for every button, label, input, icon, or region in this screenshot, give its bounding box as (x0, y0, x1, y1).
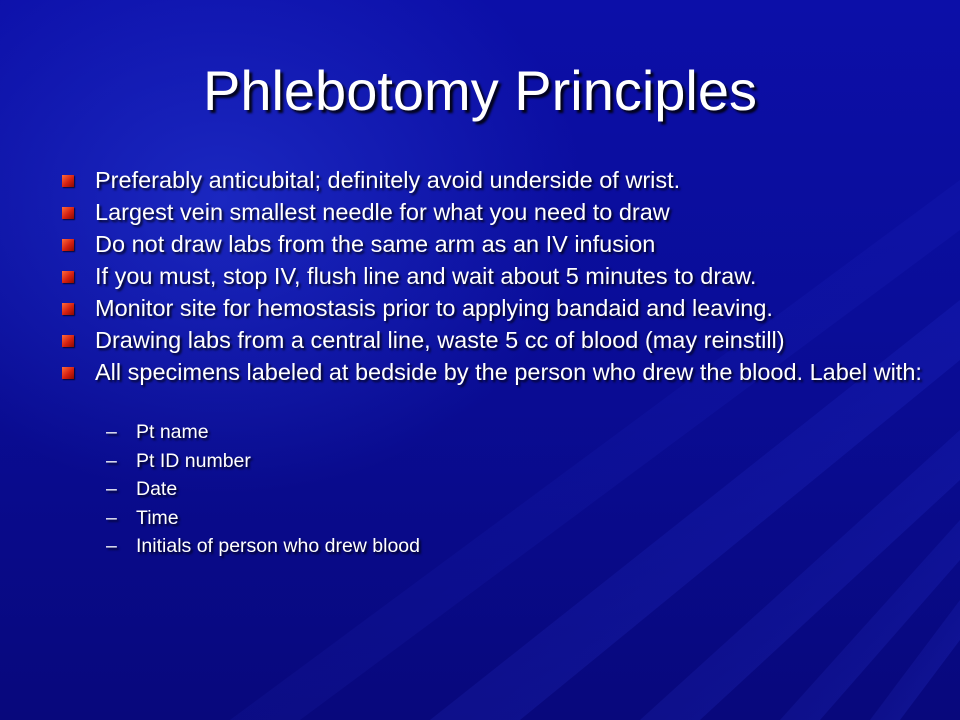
bullet-item (62, 327, 932, 353)
dash-marker: – (106, 421, 117, 443)
bullet-text: If you must, stop IV, flush line and wait about 5 minutes to draw. (95, 263, 757, 289)
sub-item-text: Initials of person who drew blood (136, 535, 420, 558)
bullet-list (62, 167, 932, 394)
dash-marker: – (106, 506, 117, 529)
bullet-square-icon (62, 303, 74, 315)
sub-item-text: Pt ID number (136, 449, 251, 472)
bullet-item (62, 263, 932, 289)
bullet-text: Do not draw labs from the same arm as an IV infusion (95, 231, 656, 257)
bullet-item (62, 231, 932, 257)
sub-item (106, 479, 420, 499)
bullet-square-icon (62, 271, 74, 283)
bullet-square-icon (62, 367, 74, 379)
bullet-square-icon (62, 175, 74, 187)
slide-title: Phlebotomy Principles (202, 59, 758, 122)
bullet-square-icon (62, 207, 74, 219)
bullet-text: Monitor site for hemostasis prior to applying bandaid and leaving. (95, 295, 773, 321)
bullet-item (62, 167, 932, 193)
sub-item-text: Date (136, 478, 178, 501)
bullet-item (62, 295, 932, 321)
bullet-text: Preferably anticubital; definitely avoid underside of wrist. (95, 167, 681, 193)
bullet-text: Drawing labs from a central line, waste 5 cc of blood (may reinstill) (95, 327, 785, 353)
bullet-square-icon (62, 239, 74, 251)
bullet-text: All specimens labeled at bedside by the person who drew the blood. Label with: (95, 359, 922, 385)
sub-bullet-list (106, 422, 420, 565)
sub-item (106, 451, 420, 471)
sub-item (106, 536, 420, 556)
bullet-item (62, 199, 932, 225)
dash-marker: – (106, 535, 117, 558)
dash-marker: – (106, 478, 117, 501)
bullet-item (62, 359, 932, 385)
dash-marker: – (106, 449, 117, 472)
sub-item-text: Pt name (136, 421, 209, 443)
sub-item (106, 508, 420, 528)
sub-item (106, 422, 420, 442)
bullet-square-icon (62, 335, 74, 347)
sub-item-text: Time (136, 506, 179, 529)
bullet-text: Largest vein smallest needle for what you need to draw (95, 199, 670, 225)
